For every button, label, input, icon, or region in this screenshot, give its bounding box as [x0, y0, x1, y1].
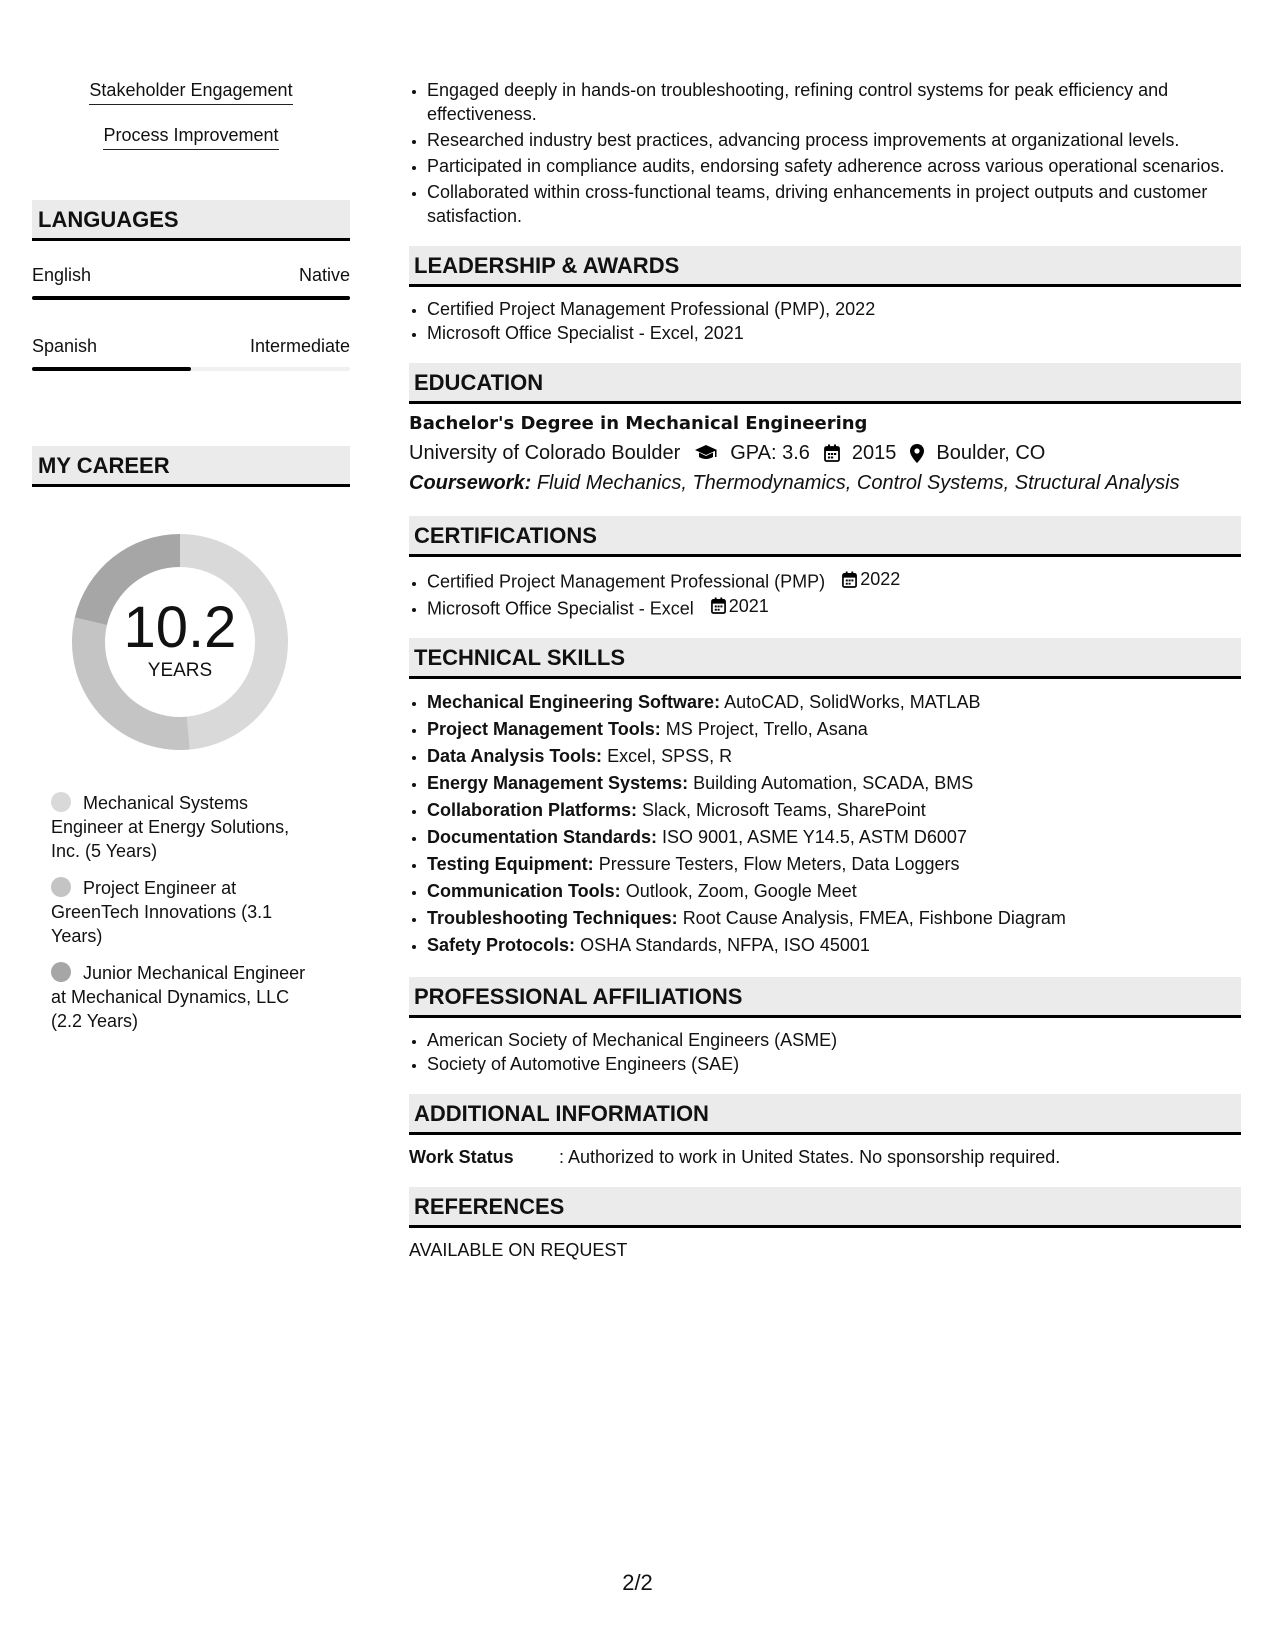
- education-location: Boulder, CO: [936, 442, 1046, 464]
- location-pin-icon: [910, 444, 924, 463]
- career-item-text: Junior Mechanical Engineer at Mechanical Dynamics, LLC (2.2 Years): [51, 963, 306, 1031]
- career-donut-chart: [67, 529, 293, 755]
- career-dot: [51, 877, 71, 897]
- list-item: [427, 878, 1241, 905]
- section-heading: PROFESSIONAL AFFILIATIONS: [409, 977, 1241, 1018]
- certifications-section: [409, 516, 1241, 620]
- work-status-row: [409, 1145, 1241, 1169]
- skill-value: Pressure Testers, Flow Meters, Data Loggers: [598, 854, 960, 874]
- affiliations-list: [427, 1028, 1241, 1076]
- section-heading: EDUCATION: [409, 363, 1241, 404]
- list-item: • Microsoft Office Specialist - Excel, 2021: [427, 321, 1241, 345]
- education-school: University of Colorado Boulder: [409, 442, 681, 464]
- list-item: [427, 567, 1241, 594]
- education-details: [409, 438, 1241, 468]
- skill-value: MS Project, Trello, Asana: [665, 719, 868, 739]
- language-name: Spanish: [32, 336, 98, 356]
- skill-value: Outlook, Zoom, Google Meet: [625, 881, 857, 901]
- skill-label: Communication Tools:: [427, 881, 621, 901]
- language-bar-fill: [32, 367, 191, 371]
- certification-name: Microsoft Office Specialist - Excel: [427, 598, 694, 618]
- sidebar: [32, 78, 350, 1046]
- languages-heading: LANGUAGES: [32, 200, 350, 241]
- skill-tag: Process Improvement: [103, 123, 278, 150]
- list-item: • Researched industry best practices, advancing process improvements at organizational levels.: [427, 128, 1241, 152]
- language-level: Intermediate: [249, 336, 350, 356]
- section-heading: REFERENCES: [409, 1187, 1241, 1228]
- page-number: 2/2: [622, 1570, 653, 1595]
- list-item: • American Society of Mechanical Engineers (ASME): [427, 1028, 1241, 1052]
- section-heading: CERTIFICATIONS: [409, 516, 1241, 557]
- coursework-value: Fluid Mechanics, Thermodynamics, Control Systems, Structural Analysis: [536, 472, 1180, 494]
- list-item: [427, 797, 1241, 824]
- coursework-label: Coursework:: [409, 472, 532, 494]
- career-item-text: Mechanical Systems Engineer at Energy Solutions, Inc. (5 Years): [51, 793, 290, 861]
- work-status-value: : Authorized to work in United States. No sponsorship required.: [559, 1147, 1061, 1167]
- skills-list: [32, 78, 350, 150]
- skill-label: Mechanical Engineering Software:: [427, 692, 721, 712]
- technical-skills-list: [427, 689, 1241, 959]
- language-level: Native: [298, 265, 350, 285]
- section-heading: TECHNICAL SKILLS: [409, 638, 1241, 679]
- career-heading: MY CAREER: [32, 446, 350, 487]
- skill-value: OSHA Standards, NFPA, ISO 45001: [580, 935, 870, 955]
- list-item: [427, 770, 1241, 797]
- education-coursework: [409, 468, 1241, 498]
- calendar-icon: [824, 444, 840, 462]
- certification-year: 2022: [860, 569, 901, 589]
- education-section: [409, 363, 1241, 498]
- career-unit: YEARS: [147, 660, 213, 681]
- language-name: English: [32, 265, 92, 285]
- certifications-list: [427, 567, 1241, 620]
- list-item: • Certified Project Management Professional (PMP), 2022: [427, 297, 1241, 321]
- career-dot: [51, 962, 71, 982]
- certification-name: Certified Project Management Professional (PMP): [427, 571, 826, 592]
- list-item: • Participated in compliance audits, endorsing safety adherence across various operational scenarios.: [427, 154, 1241, 178]
- list-item: [427, 905, 1241, 932]
- list-item: • Collaborated within cross-functional teams, driving enhancements in project outputs and customer satisfaction.: [427, 180, 1241, 228]
- affiliations-section: [409, 977, 1241, 1076]
- certification-year: 2021: [728, 595, 769, 616]
- skill-label: Safety Protocols:: [427, 935, 576, 955]
- education-degree: Bachelor's Degree in Mechanical Engineering: [409, 413, 868, 434]
- work-status-label: Work Status: [409, 1147, 514, 1167]
- main-content: [409, 78, 1241, 1262]
- leadership-section: [409, 246, 1241, 345]
- list-item: [427, 716, 1241, 743]
- skill-label: Documentation Standards:: [427, 827, 658, 847]
- career-dot: [51, 792, 71, 812]
- responsibilities-list: [427, 78, 1241, 228]
- career-item: [51, 791, 321, 863]
- language-spanish: [32, 335, 350, 371]
- skill-value: Excel, SPSS, R: [607, 746, 733, 766]
- calendar-icon: [842, 571, 857, 588]
- skill-value: AutoCAD, SolidWorks, MATLAB: [724, 692, 981, 712]
- career-item: [51, 876, 321, 948]
- career-total: 10.2: [123, 595, 237, 660]
- education-gpa: GPA: 3.6: [730, 442, 810, 464]
- skill-value: ISO 9001, ASME Y14.5, ASTM D6007: [662, 827, 967, 847]
- graduation-cap-icon: [694, 444, 718, 462]
- list-item: • Engaged deeply in hands-on troubleshooting, refining control systems for peak efficiency and effectiveness.: [427, 78, 1241, 126]
- skill-value: Building Automation, SCADA, BMS: [693, 773, 974, 793]
- technical-skills-section: [409, 638, 1241, 959]
- skill-value: Root Cause Analysis, FMEA, Fishbone Diagram: [682, 908, 1066, 928]
- list-item: [427, 851, 1241, 878]
- section-heading: ADDITIONAL INFORMATION: [409, 1094, 1241, 1135]
- skill-label: Collaboration Platforms:: [427, 800, 638, 820]
- additional-info-section: [409, 1094, 1241, 1169]
- calendar-icon: [711, 597, 726, 614]
- skill-label: Energy Management Systems:: [427, 773, 689, 793]
- leadership-list: [427, 297, 1241, 345]
- section-heading: LEADERSHIP & AWARDS: [409, 246, 1241, 287]
- language-bar: [32, 296, 350, 300]
- language-english: [32, 264, 350, 300]
- skill-label: Troubleshooting Techniques:: [427, 908, 678, 928]
- career-item-text: Project Engineer at GreenTech Innovations (3.1 Years): [51, 878, 273, 946]
- list-item: [427, 824, 1241, 851]
- list-item: [427, 594, 1241, 621]
- career-list: [51, 791, 321, 1033]
- language-bar: [32, 367, 350, 371]
- language-bar-fill: [32, 296, 350, 300]
- skill-value: Slack, Microsoft Teams, SharePoint: [642, 800, 926, 820]
- education-year: 2015: [851, 442, 897, 464]
- references-section: [409, 1187, 1241, 1262]
- skill-label: Testing Equipment:: [427, 854, 594, 874]
- skill-label: Data Analysis Tools:: [427, 746, 603, 766]
- list-item: • Society of Automotive Engineers (SAE): [427, 1052, 1241, 1076]
- career-item: [51, 961, 321, 1033]
- skill-label: Project Management Tools:: [427, 719, 661, 739]
- skill-tag: Stakeholder Engagement: [89, 78, 292, 105]
- list-item: [427, 932, 1241, 959]
- list-item: [427, 689, 1241, 716]
- list-item: [427, 743, 1241, 770]
- references-text: AVAILABLE ON REQUEST: [409, 1240, 628, 1260]
